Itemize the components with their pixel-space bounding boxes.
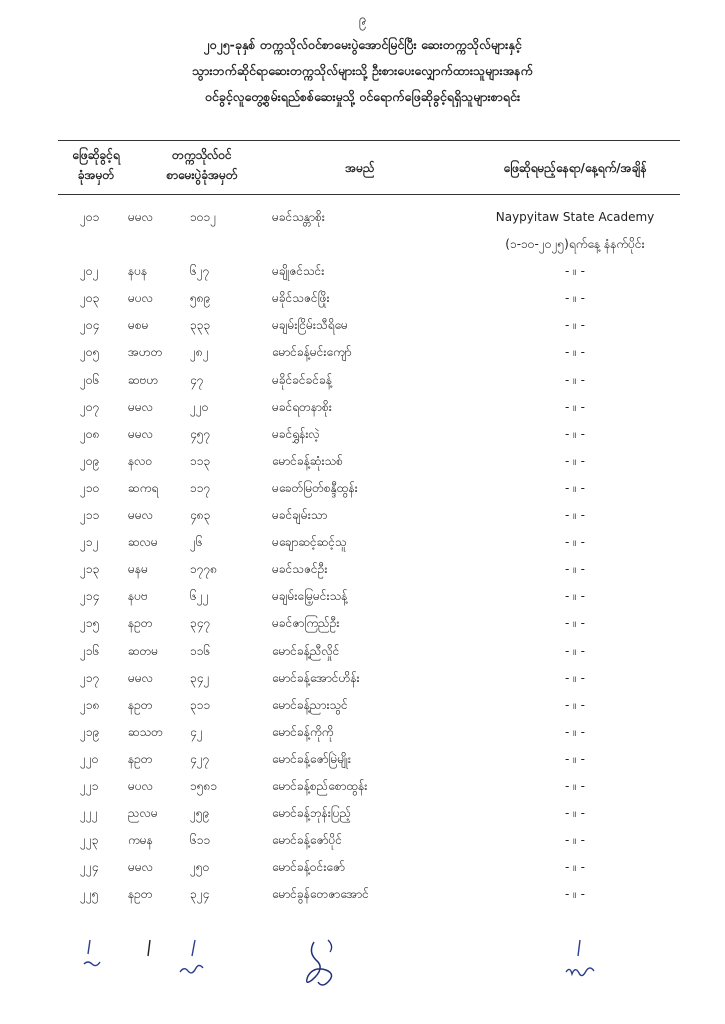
- exam-number-cell: ၁၇၇၈: [190, 562, 218, 577]
- table-row: [0, 610, 725, 637]
- name-cell: မခေတ်မြတ်စန္ဒီထွန်း: [272, 480, 358, 495]
- exam-number-cell: ၆၂၇: [190, 264, 210, 279]
- exam-number-cell: ၁၀၁၂: [190, 210, 217, 224]
- exam-centre-cell: ဆကရ: [128, 480, 159, 495]
- exam-centre-cell: မနမ: [128, 562, 148, 577]
- name-cell: မောင်ခန့်မင်းကျော်: [272, 345, 352, 360]
- exam-centre-cell: နဥတ: [128, 751, 153, 766]
- place-cell: - ။ -: [565, 264, 585, 279]
- table-row: [0, 692, 725, 719]
- exam-number-cell: ၂၅၀: [190, 860, 210, 875]
- header-place-date-time: ဖြေဆိုရမည့်နေရာ/နေ့ရက်/အချိန်: [503, 161, 647, 175]
- table-row: [0, 394, 725, 421]
- name-cell: မခင်ချမ်းသာ: [272, 508, 328, 523]
- place-cell: - ။ -: [565, 697, 585, 712]
- place-cell: - ။ -: [565, 806, 585, 821]
- place-cell: - ။ -: [565, 345, 585, 360]
- seat-number-cell: ၂၂၄: [80, 860, 99, 875]
- table-row: [0, 475, 725, 502]
- signature-row: [0, 936, 725, 996]
- table-row: [0, 285, 725, 312]
- venue-date-cell: (၁-၁၀-၂၀၂၅)ရက်နေ့ နံနက်ပိုင်း: [505, 237, 645, 252]
- exam-number-cell: ၄၇: [190, 372, 204, 387]
- seat-number-cell: ၂၀၄: [80, 318, 100, 333]
- exam-number-cell: ၃၁၁: [190, 697, 211, 712]
- place-cell: - ။ -: [565, 751, 585, 766]
- name-cell: မခင်ရတနာစိုး: [272, 399, 332, 414]
- table-row: [0, 556, 725, 583]
- venue-date-row: [0, 231, 725, 258]
- exam-number-cell: ၅၈၉: [190, 291, 211, 306]
- exam-number-cell: ၂၂၀: [190, 399, 209, 414]
- place-cell: - ။ -: [565, 318, 585, 333]
- exam-centre-cell: မမလ: [128, 670, 153, 685]
- exam-centre-cell: မပလ: [128, 778, 153, 793]
- table-row: [0, 638, 725, 665]
- name-cell: မချိုဇင်သင်း: [272, 264, 325, 279]
- exam-centre-cell: နလဝ: [128, 453, 153, 468]
- name-cell: မခင်ဇာကြည်ဦး: [272, 616, 340, 631]
- table-row: [0, 529, 725, 556]
- place-cell: - ။ -: [565, 508, 585, 523]
- seat-number-cell: ၂၁၇: [80, 670, 100, 685]
- seat-number-cell: ၂၁၈: [80, 697, 100, 712]
- title-line: ဝင်ခွင့်လူတွေ့စွမ်းရည်စစ်ဆေးမှုသို့ ဝင်ရောက်ဖြေဆိုခွင့်ရရှိသူများစာရင်း: [204, 89, 521, 104]
- table-row: [0, 773, 725, 800]
- exam-centre-cell: နဥတ: [128, 616, 153, 631]
- table-row: [0, 312, 725, 339]
- name-cell: မောင်ခွန်တေဇာအောင်: [272, 887, 369, 902]
- table-row: [0, 746, 725, 773]
- table-row: [0, 800, 725, 827]
- seat-number-cell: ၂၀၆: [80, 372, 100, 387]
- exam-centre-cell: ဆဗဟ: [128, 372, 159, 387]
- seat-number-cell: ၂၀၃: [80, 291, 100, 306]
- table-row: [0, 827, 725, 854]
- venue-cell: Naypyitaw State Academy: [495, 210, 655, 224]
- page-number: ၉: [358, 12, 367, 28]
- table-header-rule: [58, 194, 680, 195]
- table-row: [0, 258, 725, 285]
- exam-number-cell: ၄၂: [190, 724, 203, 739]
- exam-number-cell: ၃၄၇: [190, 616, 211, 631]
- name-cell: မခိုင်ခင်ခင်ခန့်: [272, 372, 333, 387]
- seat-number-cell: ၂၀၉: [80, 453, 100, 468]
- exam-number-cell: ၂၆: [190, 535, 203, 550]
- seat-number-cell: ၂၁၉: [80, 724, 100, 739]
- exam-number-cell: ၁၅၈၁: [190, 778, 218, 793]
- place-cell: - ။ -: [565, 616, 585, 631]
- name-cell: မောင်ခန့်ဆုံးသစ်: [272, 453, 343, 468]
- header-seat-number-line1: ဖြေဆိုခွင့်ရ: [72, 148, 120, 162]
- seat-number-cell: ၂၁၄: [80, 589, 100, 604]
- signature-mark: [78, 936, 108, 976]
- exam-number-cell: ၁၁၇: [190, 480, 211, 495]
- name-cell: မောင်ခန့်ဘုန်းပြည့်: [272, 806, 352, 821]
- exam-number-cell: ၁၁၆: [190, 643, 211, 658]
- seat-number-cell: ၂၁၃: [80, 562, 100, 577]
- header-name: အမည်: [345, 161, 375, 175]
- table-row: [0, 665, 725, 692]
- exam-centre-cell: ဆလမ: [128, 535, 158, 550]
- seat-number-cell: ၂၀၇: [80, 399, 100, 414]
- place-cell: - ။ -: [565, 887, 585, 902]
- seat-number-cell: ၂၂၅: [80, 887, 99, 902]
- table-row: [0, 204, 725, 231]
- signature-mark: [560, 936, 600, 986]
- exam-centre-cell: ဆတမ: [128, 643, 159, 658]
- place-cell: - ။ -: [565, 453, 585, 468]
- seat-number-cell: ၂၁၆: [80, 643, 100, 658]
- name-cell: မခင်ရွှန်းလဲ့: [272, 426, 320, 441]
- seat-number-cell: ၂၁၂: [80, 535, 99, 550]
- exam-centre-cell: ကမန: [128, 833, 153, 848]
- place-cell: - ။ -: [565, 562, 585, 577]
- place-cell: - ။ -: [565, 589, 585, 604]
- exam-centre-cell: မမလ: [128, 860, 153, 875]
- name-cell: မောင်ခန့်ညားသွင်: [272, 697, 348, 712]
- exam-number-cell: ၄၈၃: [190, 508, 211, 523]
- name-cell: မောင်ခန့်စည်စောထွန်း: [272, 778, 368, 793]
- exam-number-cell: ၂၅၉: [190, 806, 210, 821]
- exam-number-cell: ၁၁၃: [190, 453, 211, 468]
- seat-number-cell: ၂၂၃: [80, 833, 99, 848]
- exam-number-cell: ၃၂၄: [190, 887, 210, 902]
- exam-number-cell: ၆၁၁: [190, 833, 211, 848]
- exam-number-cell: ၃၃၃: [190, 318, 211, 333]
- exam-centre-cell: အဟတ: [128, 345, 163, 360]
- name-cell: မချောဆင့်ဆင့်သူ: [272, 535, 347, 550]
- seat-number-cell: ၂၁၀: [80, 480, 100, 495]
- seat-number-cell: ၂၀၂: [80, 264, 99, 279]
- signature-mark: [292, 936, 352, 991]
- exam-number-cell: ၄၂၇: [190, 751, 210, 766]
- exam-centre-cell: မမလ: [128, 508, 153, 523]
- document-title: [0, 32, 725, 110]
- place-cell: - ။ -: [565, 643, 585, 658]
- place-cell: - ။ -: [565, 833, 585, 848]
- header-seat-number: [60, 145, 132, 185]
- name-cell: မောင်ခန့်ကိုကို: [272, 724, 334, 739]
- table-row: [0, 854, 725, 881]
- name-cell: မောင်ခန့်ညီလှိုင်: [272, 643, 340, 658]
- exam-centre-cell: နဥတ: [128, 887, 153, 902]
- name-cell: မခင်သဇင်ဦး: [272, 562, 328, 577]
- seat-number-cell: ၂၁၁: [80, 508, 100, 523]
- place-cell: - ။ -: [565, 860, 585, 875]
- exam-centre-cell: ဆသတ: [128, 724, 163, 739]
- place-cell: - ။ -: [565, 670, 585, 685]
- place-cell: - ။ -: [565, 535, 585, 550]
- signature-mark: [175, 936, 210, 986]
- exam-centre-cell: နပဗ: [128, 589, 148, 604]
- seat-number-cell: ၂၁၅: [80, 616, 100, 631]
- place-cell: - ။ -: [565, 480, 585, 495]
- table-row: [0, 881, 725, 908]
- place-cell: - ။ -: [565, 778, 585, 793]
- table-row: [0, 502, 725, 529]
- place-cell: - ။ -: [565, 724, 585, 739]
- name-cell: မောင်ခန့်ဇော်ပိုင်: [272, 833, 343, 848]
- place-cell: - ။ -: [565, 291, 585, 306]
- name-cell: မောင်ခန့်အောင်ဟိန်း: [272, 670, 360, 685]
- exam-centre-cell: မမလ: [128, 210, 153, 224]
- table-top-rule: [58, 140, 680, 141]
- exam-number-cell: ၆၂၂: [190, 589, 209, 604]
- table-row: [0, 448, 725, 475]
- header-seat-number-line2: ခုံအမှတ်: [77, 168, 115, 182]
- place-cell: - ။ -: [565, 399, 585, 414]
- name-cell: မခိုင်သဇင်ဖြိုး: [272, 291, 330, 306]
- seat-number-cell: ၂၂၀: [80, 751, 99, 766]
- name-cell: မချမ်းမြေ့မင်းသန့်: [272, 589, 348, 604]
- table-row: [0, 583, 725, 610]
- table-row: [0, 367, 725, 394]
- header-exam-number-line1: တက္ကသိုလ်ဝင်: [172, 148, 232, 162]
- exam-centre-cell: မမလ: [128, 426, 153, 441]
- exam-number-cell: ၃၄၂: [190, 670, 210, 685]
- title-line: သွားဘက်ဆိုင်ရာဆေးတက္ကသိုလ်များသို့ ဦးစားပေးလျှောက်ထားသူများအနက်: [192, 63, 533, 78]
- exam-number-cell: ၄၅၇: [190, 426, 211, 441]
- name-cell: မချမ်းငြိမ်းသီရိမေ: [272, 318, 348, 333]
- exam-centre-cell: မပလ: [128, 291, 153, 306]
- seat-number-cell: ၂၀၅: [80, 345, 100, 360]
- seat-number-cell: ၂၂၂: [80, 806, 98, 821]
- place-cell: - ။ -: [565, 426, 585, 441]
- table-row: [0, 339, 725, 366]
- exam-centre-cell: နဥတ: [128, 697, 153, 712]
- seat-number-cell: ၂၀၁: [80, 210, 100, 224]
- title-line: ၂၀၂၅-ခုနှစ် တက္ကသိုလ်ဝင်စာမေးပွဲအောင်မြင်ပြီး ဆေးတက္ကသိုလ်များနှင့်: [203, 37, 522, 52]
- place-cell: - ။ -: [565, 372, 585, 387]
- name-cell: မောင်ခန့်ဝင်းဇော်: [272, 860, 345, 875]
- name-cell: မခင်သန္တာစိုး: [272, 210, 325, 224]
- name-cell: မောင်ခန့်ဇော်မြဲမျိုး: [272, 751, 351, 766]
- exam-centre-cell: မမလ: [128, 399, 153, 414]
- header-exam-number: [138, 145, 266, 185]
- table-row: [0, 421, 725, 448]
- candidate-list: [0, 204, 725, 908]
- seat-number-cell: ၂၀၈: [80, 426, 100, 441]
- table-row: [0, 719, 725, 746]
- exam-number-cell: ၂၈၂: [190, 345, 209, 360]
- exam-centre-cell: ညလမ: [128, 806, 158, 821]
- exam-centre-cell: မစမ: [128, 318, 149, 333]
- signature-mark: [140, 936, 160, 966]
- exam-centre-cell: နပန: [128, 264, 148, 279]
- header-exam-number-line2: စာမေးပွဲခုံအမှတ်: [166, 168, 238, 182]
- seat-number-cell: ၂၂၁: [80, 778, 99, 793]
